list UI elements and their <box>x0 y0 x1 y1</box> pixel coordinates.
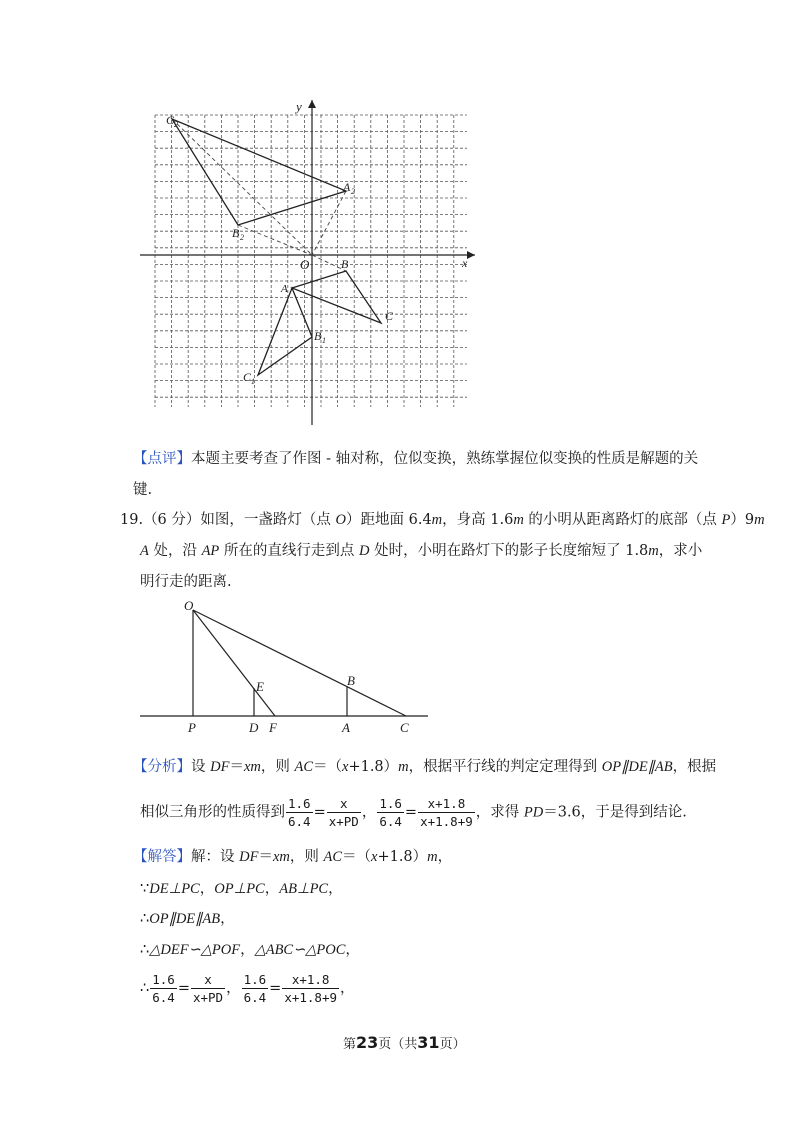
point-label-c: C <box>385 309 394 323</box>
unit-m: m <box>398 759 409 775</box>
fraction <box>242 972 269 1005</box>
var-pd: PD <box>523 804 544 821</box>
analysis-text: ，根据平行线的判定定理得到 <box>408 759 602 775</box>
subscript-c2: 2 <box>174 120 178 129</box>
label-e: E <box>256 679 264 694</box>
denominator: x+PD <box>192 990 224 1005</box>
solution-line-2 <box>140 881 343 898</box>
y-axis-label: y <box>296 99 302 114</box>
solution-text: 解：设 <box>191 849 240 865</box>
comma: ， <box>361 804 377 821</box>
equals-sign: = <box>404 804 418 821</box>
fraction <box>327 796 361 829</box>
var-ac: AC <box>323 849 343 865</box>
origin-label: O <box>300 257 310 272</box>
analysis-tag: 【分析】 <box>133 759 191 775</box>
solution-line-1 <box>133 849 452 866</box>
comma: ， <box>240 942 255 958</box>
numerator: 1.6 <box>152 972 175 987</box>
comma: ， <box>226 980 241 997</box>
var-a: A <box>140 543 149 559</box>
denominator: 6.4 <box>379 814 402 829</box>
var-x: x <box>342 759 349 775</box>
var-xm: xm <box>272 849 290 865</box>
denominator: x+PD <box>328 814 359 829</box>
solution-text: ， <box>437 849 453 865</box>
fraction <box>418 796 475 829</box>
parallel-statement: OP∥DE∥AB <box>601 759 673 775</box>
equals-sign: = <box>313 804 326 821</box>
fraction <box>377 796 404 829</box>
var-ap: AP <box>201 543 220 559</box>
triangle-a2b2c2 <box>172 119 346 225</box>
problem-number: 19. <box>120 512 144 528</box>
problem-19-line-3 <box>140 574 232 591</box>
analysis-text: ，根据 <box>672 759 717 775</box>
total-pages: 31 <box>417 1033 440 1052</box>
solution-line-5 <box>140 972 355 1005</box>
label-p: P <box>188 720 196 735</box>
point-label-c2: C <box>166 113 175 127</box>
problem-text: 所在的直线行走到点 <box>219 543 360 559</box>
var-df: DF <box>239 849 259 865</box>
label-f: F <box>269 720 277 735</box>
label-c: C <box>400 720 409 735</box>
numerator: x+1.8 <box>418 796 475 813</box>
comma: ， <box>328 881 343 897</box>
problem-score: （6 分） <box>143 512 201 528</box>
triangle-a1b1c1 <box>258 288 312 375</box>
numerator: 1.6 <box>379 796 402 811</box>
point-label-b2: B <box>232 226 240 240</box>
problem-text: 处，沿 <box>148 543 202 559</box>
analysis-text: 相似三角形的性质得到 <box>140 804 285 821</box>
unit-m: m <box>513 512 524 528</box>
analysis-text: ，求得 <box>475 804 524 821</box>
var-ac: AC <box>294 759 314 775</box>
point-label-a: A <box>281 283 288 295</box>
label-d: D <box>249 720 259 735</box>
solution-tag: 【解答】 <box>133 849 191 865</box>
problem-text: 的小明从距离路灯的底部（点 <box>523 512 722 528</box>
comment-tag: 【点评】 <box>133 451 191 467</box>
problem-text: 处时，小明在路灯下的影子长度缩短了 1.8 <box>369 543 649 559</box>
perpendicular-statement: AB⊥PC <box>279 881 329 897</box>
denominator: 6.4 <box>243 990 267 1005</box>
equals-sign: = <box>177 980 190 997</box>
denominator: 6.4 <box>288 814 311 829</box>
y-axis-arrow <box>308 100 316 108</box>
fraction <box>286 796 313 829</box>
grid-lines <box>155 115 467 407</box>
comma: ， <box>220 911 235 927</box>
numerator: x+1.8 <box>282 972 339 989</box>
problem-text: ）9 <box>730 512 755 528</box>
problem-text: ，身高 1.6 <box>442 512 514 528</box>
numerator: 1.6 <box>243 972 267 987</box>
problem-19-line-1 <box>120 512 765 529</box>
var-d: D <box>359 543 370 559</box>
denominator: 6.4 <box>152 990 175 1005</box>
therefore-symbol: ∴ <box>140 942 150 958</box>
analysis-text: ＝（ <box>313 759 343 775</box>
problem-text: 如图，一盏路灯（点 <box>200 512 336 528</box>
similar-triangles-statement: △ABC∽△POC <box>254 942 346 958</box>
solution-line-3 <box>140 911 235 928</box>
line-of <box>193 610 275 716</box>
subscript-a2: 2 <box>351 187 355 196</box>
footer-text: 第 <box>343 1037 357 1052</box>
solution-text: ，则 <box>289 849 324 865</box>
problem-19-line-2 <box>140 543 702 560</box>
var-p: P <box>721 512 731 528</box>
comment-text-2: 键. <box>133 482 153 498</box>
parallel-statement: OP∥DE∥AB <box>149 911 221 927</box>
equals-sign: = <box>269 980 282 997</box>
point-label-c1: C <box>243 370 252 384</box>
line-oc <box>193 610 406 716</box>
page-footer <box>343 1033 466 1053</box>
point-label-b: B <box>341 257 349 271</box>
x-axis-arrow <box>467 251 475 259</box>
unit-m: m <box>427 849 438 865</box>
analysis-text: +1.8） <box>348 759 399 775</box>
problem-text: ）距地面 6.4 <box>346 512 432 528</box>
analysis-text: 设 <box>191 759 211 775</box>
point-label-b1: B <box>314 329 322 343</box>
coordinate-grid-figure <box>140 95 480 430</box>
because-symbol: ∵ <box>140 881 150 897</box>
point-label-a2: A <box>343 180 351 194</box>
var-xm: xm <box>243 759 261 775</box>
numerator: x <box>327 796 361 813</box>
solution-text: +1.8） <box>377 849 428 865</box>
comma: ， <box>340 980 355 997</box>
fraction <box>150 972 177 1005</box>
comma: ， <box>264 881 280 897</box>
comment-line-1 <box>133 451 698 468</box>
problem-text: ，求小 <box>658 543 703 559</box>
page-number: 23 <box>356 1033 379 1052</box>
var-o: O <box>335 512 346 528</box>
comma: ， <box>345 942 360 958</box>
therefore-symbol: ∴ <box>140 980 150 997</box>
label-o: O <box>184 598 194 613</box>
var-df: DF <box>210 759 230 775</box>
fraction <box>282 972 339 1005</box>
comma: ， <box>199 881 215 897</box>
footer-text: 页（共 <box>378 1037 418 1052</box>
x-axis-label: x <box>462 256 468 270</box>
street-lamp-figure <box>138 598 433 740</box>
comment-line-2 <box>133 482 152 499</box>
numerator: x <box>191 972 225 989</box>
solution-line-4 <box>140 942 360 959</box>
projection-lines <box>172 119 346 271</box>
subscript-b2: 2 <box>240 233 244 242</box>
label-b: B <box>347 673 355 688</box>
solution-text: ＝（ <box>342 849 372 865</box>
unit-m: m <box>754 512 765 528</box>
therefore-symbol: ∴ <box>140 911 150 927</box>
perpendicular-statement: OP⊥PC <box>214 881 265 897</box>
var-x: x <box>371 849 378 865</box>
subscript-c1: 1 <box>251 377 255 386</box>
analysis-text: ＝3.6，于是得到结论. <box>543 804 687 821</box>
unit-m: m <box>648 543 659 559</box>
footer-text: 页） <box>439 1037 466 1052</box>
triangle-abc <box>292 271 381 323</box>
subscript-b1: 1 <box>322 336 326 345</box>
analysis-text: ＝ <box>229 759 244 775</box>
comment-text-1: 本题主要考查了作图 - 轴对称，位似变换，熟练掌握位似变换的性质是解题的关 <box>191 451 699 467</box>
numerator: 1.6 <box>288 796 311 811</box>
label-a: A <box>342 720 350 735</box>
perpendicular-statement: DE⊥PC <box>149 881 200 897</box>
analysis-line-1 <box>133 759 716 776</box>
denominator: x+1.8+9 <box>284 990 337 1005</box>
solution-text: ＝ <box>258 849 273 865</box>
fraction <box>191 972 225 1005</box>
unit-m: m <box>431 512 443 528</box>
problem-text: 明行走的距离. <box>140 574 232 590</box>
similar-triangles-statement: △DEF∽△POF <box>149 942 241 958</box>
analysis-line-2 <box>140 796 687 829</box>
denominator: x+1.8+9 <box>420 814 473 829</box>
analysis-text: ，则 <box>260 759 295 775</box>
